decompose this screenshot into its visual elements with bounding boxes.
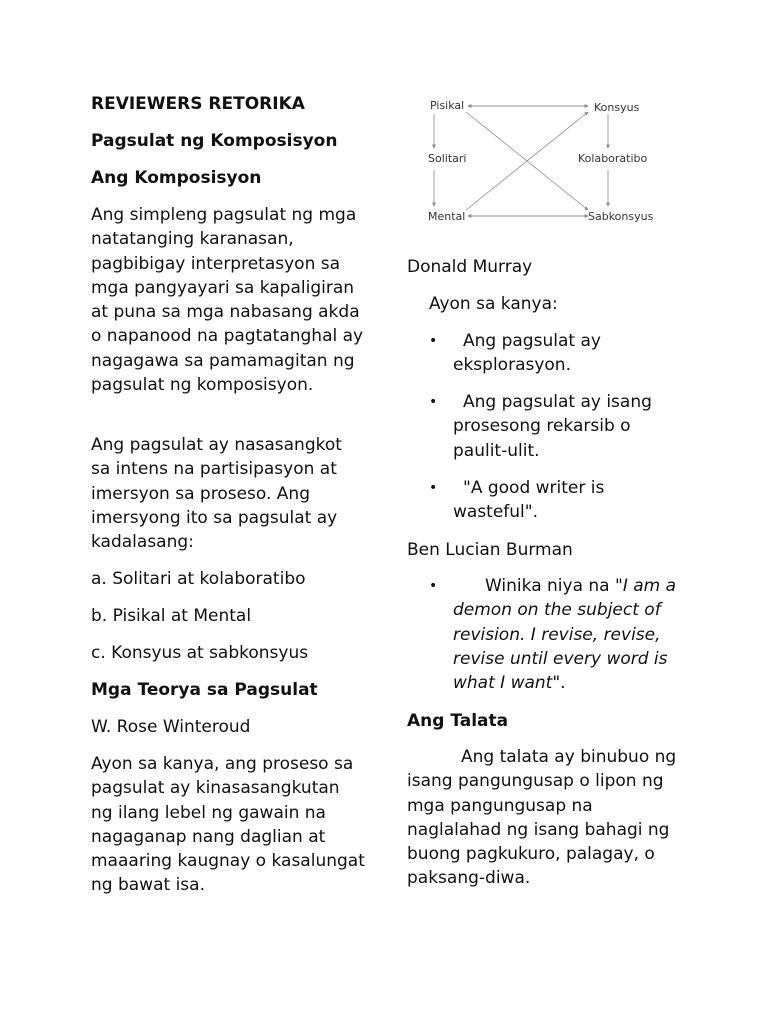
bullet-text: "A good writer is wasteful". xyxy=(453,478,605,523)
writing-dimensions-diagram xyxy=(428,92,654,232)
label-pisikal: Pisikal xyxy=(430,99,465,112)
label-solitari: Solitari xyxy=(428,152,467,165)
bullet-text: Ang pagsulat ay isang prosesong rekarsib o paulit-ulit. xyxy=(453,392,652,461)
bullet-icon: • xyxy=(429,394,438,410)
paragraph-komposisyon: Ang simpleng pagsulat ng mga natatanging karanasan, pagbibigay interpretasyon sa mga pangyayari sa kapaligiran at puna sa mga nabasang akda o napanood na pagtatanghal ay nagagawa sa pamamagitan ng pagsulat ng komposisyon. xyxy=(91,205,364,396)
paragraph-winteroud: Ayon sa kanya, ang proseso sa pagsulat ay kinasasangkutan ng ilang lebel ng gawain na nagaganap nang daglian at maaaring kaugnay o kasalungat ng bawat isa. xyxy=(91,754,365,896)
bullet-item-wasteful xyxy=(429,476,684,525)
list-item-a: a. Solitari at kolaboratibo xyxy=(91,569,306,589)
quote-italic: I am a demon on the subject of revision. I revise, revise, revise until every word is what I want xyxy=(453,576,677,694)
bullet-text: Ang pagsulat ay eksplorasyon. xyxy=(453,331,601,376)
label-sabkonsyus: Sabkonsyus xyxy=(588,210,654,223)
quote-suffix: ". xyxy=(552,673,566,694)
ayon-sa-kanya: Ayon sa kanya: xyxy=(429,294,558,314)
paragraph-imersyon: Ang pagsulat ay nasasangkot sa intens na partisipasyon at imersyon sa proseso. Ang imersyong ito sa pagsulat ay kadalasang: xyxy=(91,435,342,553)
bullet-item-burman-quote xyxy=(429,574,684,695)
page-title: REVIEWERS RETORIKA xyxy=(91,94,305,114)
bullet-icon: • xyxy=(429,480,438,496)
bullet-icon: • xyxy=(429,578,438,594)
label-kolaboratibo: Kolaboratibo xyxy=(578,152,648,165)
bullet-item-eksplorasyon xyxy=(429,329,684,378)
list-item-c: c. Konsyus at sabkonsyus xyxy=(91,643,309,663)
heading-mga-teorya: Mga Teorya sa Pagsulat xyxy=(91,680,318,700)
heading-ang-talata: Ang Talata xyxy=(407,711,509,731)
author-murray: Donald Murray xyxy=(407,257,533,277)
heading-ang-komposisyon: Ang Komposisyon xyxy=(91,168,262,188)
list-item-b: b. Pisikal at Mental xyxy=(91,606,252,626)
author-burman: Ben Lucian Burman xyxy=(407,540,573,560)
bullet-icon: • xyxy=(429,333,438,349)
quote-prefix: Winika niya na " xyxy=(485,576,623,596)
bullet-item-rekarsib xyxy=(429,390,684,463)
heading-pagsulat-ng-komposisyon: Pagsulat ng Komposisyon xyxy=(91,131,338,151)
bullet-text xyxy=(429,574,684,695)
paragraph-talata: Ang talata ay binubuo ng isang pangungusap o lipon ng mga pangungusap na naglalahad ng isang bahagi ng buong pagkukuro, palagay, o paksang-diwa. xyxy=(407,747,677,889)
author-winteroud: W. Rose Winteroud xyxy=(91,717,251,737)
label-konsyus: Konsyus xyxy=(594,101,640,114)
label-mental: Mental xyxy=(428,210,466,223)
